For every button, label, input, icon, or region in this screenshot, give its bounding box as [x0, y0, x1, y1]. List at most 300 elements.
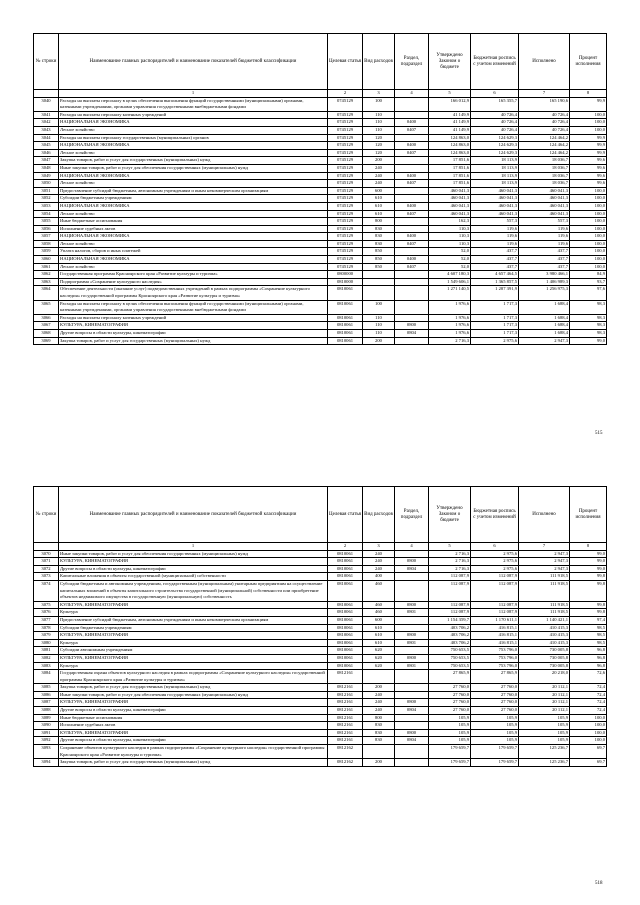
row-number: 3077	[34, 616, 59, 624]
expense-type: 240	[363, 164, 395, 172]
table-row	[34, 263, 607, 271]
row-name: Иные закупки товаров, работ и услуг для обеспечения государственных (муниципальных) нужд	[59, 550, 328, 558]
row-number: 3055	[34, 218, 59, 226]
budget-list-amount: 18 113,9	[471, 164, 519, 172]
budget-list-amount: 124 629,3	[471, 134, 519, 142]
approved-amount: 124 863,0	[429, 142, 471, 150]
target-article: 0810061	[328, 647, 363, 655]
table-row	[34, 601, 607, 609]
table-row	[34, 142, 607, 150]
expense-type	[363, 278, 395, 286]
approved-amount: 124 863,0	[429, 149, 471, 157]
table-row	[34, 187, 607, 195]
table-row	[34, 248, 607, 256]
row-name: Лесное хозяйство	[59, 263, 328, 271]
target-article: 0800000	[328, 271, 363, 279]
expense-type: 240	[363, 550, 395, 558]
section-code: 0804	[395, 737, 429, 745]
execution-percent: 100,0	[570, 119, 607, 127]
table-row	[34, 157, 607, 165]
section-code	[395, 624, 429, 632]
executed-amount: 460 041,3	[519, 195, 570, 203]
page-number: 515	[595, 431, 603, 436]
row-name: НАЦИОНАЛЬНАЯ ЭКОНОМИКА	[59, 119, 328, 127]
target-article: 0810061	[328, 573, 363, 581]
table-row	[34, 300, 607, 314]
expense-type: 610	[363, 624, 395, 632]
row-number: 3056	[34, 225, 59, 233]
table-row	[34, 119, 607, 127]
table-row	[34, 745, 607, 759]
row-number: 3045	[34, 142, 59, 150]
executed-amount: 2 947,3	[519, 565, 570, 573]
col-index: 6	[471, 90, 519, 98]
table-row	[34, 729, 607, 737]
expense-type	[363, 271, 395, 279]
target-article: 0745129	[328, 225, 363, 233]
table-row	[34, 233, 607, 241]
expense-type	[363, 670, 395, 684]
approved-amount: 460 041,3	[429, 195, 471, 203]
row-number: 3053	[34, 202, 59, 210]
executed-amount: 20 218,0	[519, 670, 570, 684]
table-row	[34, 565, 607, 573]
section-code: 0400	[395, 202, 429, 210]
target-article: 0745129	[328, 256, 363, 264]
row-number: 3075	[34, 601, 59, 609]
expense-type: 460	[363, 601, 395, 609]
executed-amount: 3 980 466,1	[519, 271, 570, 279]
row-number: 3073	[34, 573, 59, 581]
executed-amount: 2 947,3	[519, 550, 570, 558]
row-name: Лесное хозяйство	[59, 180, 328, 188]
table-row	[34, 722, 607, 730]
target-article: 0745129	[328, 248, 363, 256]
row-number: 3044	[34, 134, 59, 142]
row-number: 3093	[34, 745, 59, 759]
col-index: 4	[395, 543, 429, 551]
execution-percent: 99,0	[570, 565, 607, 573]
section-code	[395, 248, 429, 256]
col-header-exptype: Вид расходов	[363, 487, 395, 543]
column-index-row	[34, 90, 607, 98]
table-row	[34, 164, 607, 172]
execution-percent: 96,8	[570, 647, 607, 655]
executed-amount: 105,9	[519, 714, 570, 722]
target-article: 0745129	[328, 119, 363, 127]
table-row	[34, 314, 607, 322]
target-article: 0810061	[328, 565, 363, 573]
executed-amount: 119,6	[519, 225, 570, 233]
expense-type: 100	[363, 300, 395, 314]
table-row	[34, 654, 607, 662]
section-code	[395, 670, 429, 684]
row-name: Расходы на выплаты персоналу казенных учреждений	[59, 314, 328, 322]
section-code	[395, 271, 429, 279]
row-name: КУЛЬТУРА, КИНЕМАТОГРАФИЯ	[59, 729, 328, 737]
section-code	[395, 745, 429, 759]
expense-type: 850	[363, 248, 395, 256]
target-article: 0812161	[328, 670, 363, 684]
target-article: 0812161	[328, 691, 363, 699]
approved-amount: 1 976,6	[429, 300, 471, 314]
budget-list-amount: 4 657 464,5	[471, 271, 519, 279]
execution-percent: 97,6	[570, 286, 607, 300]
row-number: 3091	[34, 729, 59, 737]
section-code	[395, 647, 429, 655]
section-code	[395, 157, 429, 165]
execution-percent: 99,9	[570, 134, 607, 142]
execution-percent: 98,5	[570, 639, 607, 647]
section-code: 0800	[395, 632, 429, 640]
budget-list-amount: 179 659,7	[471, 759, 519, 767]
approved-amount: 105,9	[429, 714, 471, 722]
col-index: 7	[519, 543, 570, 551]
target-article: 0810061	[328, 632, 363, 640]
col-header-approved: Утверждено Законом о бюджете	[429, 487, 471, 543]
budget-list-amount: 1 365 857,5	[471, 278, 519, 286]
section-code: 0407	[395, 240, 429, 248]
col-header-section: Раздел, подраздел	[395, 34, 429, 90]
row-number: 3085	[34, 684, 59, 692]
col-index: 8	[570, 543, 607, 551]
executed-amount: 124 464,2	[519, 142, 570, 150]
table-row	[34, 616, 607, 624]
execution-percent: 100,0	[570, 187, 607, 195]
col-header-approved: Утверждено Законом о бюджете	[429, 34, 471, 90]
row-name: Расходы на выплаты персоналу государственных (муниципальных) органов	[59, 134, 328, 142]
section-code	[395, 97, 429, 111]
approved-amount: 105,9	[429, 722, 471, 730]
target-article: 0745129	[328, 111, 363, 119]
executed-amount: 460 041,3	[519, 187, 570, 195]
table-row	[34, 278, 607, 286]
executed-amount: 557,3	[519, 218, 570, 226]
budget-list-amount: 112 087,9	[471, 601, 519, 609]
col-header-percent: Процент исполнения	[570, 34, 607, 90]
execution-percent: 98,3	[570, 330, 607, 338]
approved-amount: 166 012,9	[429, 97, 471, 111]
expense-type: 610	[363, 195, 395, 203]
budget-list-amount: 1 287 391,9	[471, 286, 519, 300]
execution-percent: 100,0	[570, 737, 607, 745]
execution-percent: 97,4	[570, 616, 607, 624]
approved-amount: 750 653,5	[429, 654, 471, 662]
expense-type: 200	[363, 684, 395, 692]
approved-amount: 27 760,0	[429, 699, 471, 707]
row-number: 3054	[34, 210, 59, 218]
executed-amount: 105,9	[519, 722, 570, 730]
row-number: 3063	[34, 278, 59, 286]
expense-type: 800	[363, 218, 395, 226]
target-article: 0745129	[328, 142, 363, 150]
row-name: Лесное хозяйство	[59, 240, 328, 248]
target-article: 0810061	[328, 639, 363, 647]
row-number: 3076	[34, 609, 59, 617]
executed-amount: 410 415,3	[519, 624, 570, 632]
execution-percent: 99,8	[570, 573, 607, 581]
col-header-name: Наименование главных распорядителей и наименование показателей бюджетной классификации	[59, 487, 328, 543]
col-index: 7	[519, 90, 570, 98]
col-header-no: № строки	[34, 34, 59, 90]
approved-amount: 179 659,7	[429, 759, 471, 767]
target-article: 0810061	[328, 300, 363, 314]
execution-percent: 99,8	[570, 580, 607, 601]
expense-type: 240	[363, 558, 395, 566]
execution-percent: 98,3	[570, 300, 607, 314]
budget-list-amount: 460 041,3	[471, 187, 519, 195]
executed-amount: 40 726,4	[519, 119, 570, 127]
row-name: Другие вопросы в области культуры, кинематографии	[59, 330, 328, 338]
col-index: 4	[395, 90, 429, 98]
approved-amount: 105,9	[429, 729, 471, 737]
col-index: 2	[328, 543, 363, 551]
execution-percent: 100,0	[570, 126, 607, 134]
approved-amount: 2 716,3	[429, 550, 471, 558]
table-row	[34, 134, 607, 142]
execution-percent: 96,8	[570, 654, 607, 662]
section-code: 0804	[395, 565, 429, 573]
executed-amount: 2 947,3	[519, 558, 570, 566]
budget-list-amount: 460 041,3	[471, 210, 519, 218]
section-code	[395, 722, 429, 730]
table-row	[34, 624, 607, 632]
row-name: Субсидии бюджетным учреждениям	[59, 624, 328, 632]
row-number: 3068	[34, 330, 59, 338]
row-number: 3087	[34, 699, 59, 707]
target-article: 0745129	[328, 195, 363, 203]
section-code	[395, 111, 429, 119]
section-code: 0804	[395, 330, 429, 338]
execution-percent: 99,8	[570, 609, 607, 617]
row-name: Другие вопросы в области культуры, кинематографии	[59, 707, 328, 715]
approved-amount: 2 716,3	[429, 337, 471, 345]
target-article: 0812161	[328, 699, 363, 707]
row-name: Исполнение судебных актов	[59, 225, 328, 233]
approved-amount: 124 863,0	[429, 134, 471, 142]
executed-amount: 410 415,3	[519, 639, 570, 647]
row-name: Субсидии бюджетным учреждениям	[59, 195, 328, 203]
section-code	[395, 300, 429, 314]
executed-amount: 1 688,4	[519, 300, 570, 314]
target-article: 0745129	[328, 180, 363, 188]
expense-type: 830	[363, 722, 395, 730]
row-number: 3081	[34, 647, 59, 655]
target-article: 0810061	[328, 580, 363, 601]
approved-amount: 112 087,9	[429, 601, 471, 609]
expense-type: 610	[363, 202, 395, 210]
row-name: Иные бюджетные ассигнования	[59, 714, 328, 722]
section-code: 0800	[395, 729, 429, 737]
row-name: НАЦИОНАЛЬНАЯ ЭКОНОМИКА	[59, 256, 328, 264]
execution-percent: 99,0	[570, 558, 607, 566]
section-code	[395, 759, 429, 767]
row-name: Закупка товаров, работ и услуг для государственных (муниципальных) нужд	[59, 157, 328, 165]
execution-percent: 100,0	[570, 256, 607, 264]
row-name: Субсидии бюджетным и автономным учреждениям, государственным (муниципальным) унитарным предприятиям на осуществление капитальных вложений в объекты капитального строительства государственной (муниципальной) собственности или приобретение объектов недвижимого имущества в государственную (муниципальную) собственность	[59, 580, 328, 601]
execution-percent: 98,3	[570, 314, 607, 322]
section-code: 0800	[395, 699, 429, 707]
execution-percent: 72,4	[570, 684, 607, 692]
execution-percent: 100,0	[570, 729, 607, 737]
row-number: 3042	[34, 119, 59, 127]
approved-amount: 403 706,2	[429, 632, 471, 640]
table-row	[34, 580, 607, 601]
table-row	[34, 286, 607, 300]
section-code: 0801	[395, 609, 429, 617]
row-name: Расходы на выплаты персоналу в целях обеспечения выполнения функций государственными (муниципальными) органами, казенными учреждениями, органами управления государственными внебюджетными фондами	[59, 97, 328, 111]
col-header-budgetlist: Бюджетная роспись с учетом изменений	[471, 487, 519, 543]
table-row	[34, 609, 607, 617]
section-code: 0400	[395, 256, 429, 264]
budget-list-amount: 2 975,6	[471, 558, 519, 566]
budget-list-amount: 2 975,6	[471, 565, 519, 573]
section-code: 0407	[395, 149, 429, 157]
target-article: 0812161	[328, 722, 363, 730]
approved-amount: 1 271 140,5	[429, 286, 471, 300]
table-row	[34, 684, 607, 692]
table-row	[34, 558, 607, 566]
execution-percent: 100,0	[570, 240, 607, 248]
row-number: 3074	[34, 580, 59, 601]
section-code	[395, 337, 429, 345]
target-article: 0745129	[328, 149, 363, 157]
row-number: 3083	[34, 662, 59, 670]
col-index: 3	[363, 543, 395, 551]
approved-amount: 1 976,6	[429, 322, 471, 330]
executed-amount: 1 406 989,3	[519, 278, 570, 286]
row-name: Сохранение объектов культурного наследия в рамках подпрограммы «Сохранение культурного наследия» государственной программы Красноярского края «Развитие культуры и туризма»	[59, 745, 328, 759]
budget-list-amount: 2 975,6	[471, 337, 519, 345]
budget-list-amount: 27 760,0	[471, 691, 519, 699]
budget-list-amount: 1 717,3	[471, 330, 519, 338]
table-body-page-1	[34, 97, 607, 345]
target-article: 0745129	[328, 210, 363, 218]
target-article: 0745129	[328, 240, 363, 248]
approved-amount: 112 087,9	[429, 580, 471, 601]
section-code	[395, 225, 429, 233]
executed-amount: 18 036,7	[519, 164, 570, 172]
row-number: 3065	[34, 300, 59, 314]
table-row	[34, 97, 607, 111]
execution-percent: 99,9	[570, 149, 607, 157]
section-code	[395, 164, 429, 172]
approved-amount: 41 149,9	[429, 119, 471, 127]
target-article: 0810061	[328, 337, 363, 345]
col-index	[34, 90, 59, 98]
row-name: КУЛЬТУРА, КИНЕМАТОГРАФИЯ	[59, 322, 328, 330]
col-index: 5	[429, 90, 471, 98]
section-code: 0801	[395, 662, 429, 670]
target-article: 0745129	[328, 157, 363, 165]
execution-percent: 99,6	[570, 157, 607, 165]
approved-amount: 750 653,5	[429, 662, 471, 670]
approved-amount: 52,0	[429, 263, 471, 271]
executed-amount: 410 415,3	[519, 632, 570, 640]
row-name: КУЛЬТУРА, КИНЕМАТОГРАФИЯ	[59, 558, 328, 566]
approved-amount: 17 851,6	[429, 164, 471, 172]
expense-type: 240	[363, 180, 395, 188]
executed-amount: 125 236,7	[519, 759, 570, 767]
executed-amount: 460 041,3	[519, 210, 570, 218]
section-code	[395, 218, 429, 226]
budget-list-amount: 460 041,3	[471, 195, 519, 203]
header-row	[34, 34, 607, 90]
table-row	[34, 202, 607, 210]
row-name: Лесное хозяйство	[59, 210, 328, 218]
expense-type: 110	[363, 330, 395, 338]
table-row	[34, 240, 607, 248]
budget-list-amount: 460 041,3	[471, 202, 519, 210]
approved-amount: 110,3	[429, 225, 471, 233]
expense-type: 830	[363, 225, 395, 233]
row-name: Другие вопросы в области культуры, кинематографии	[59, 565, 328, 573]
section-code	[395, 195, 429, 203]
expense-type: 400	[363, 573, 395, 581]
row-name: Культура	[59, 609, 328, 617]
row-name: Лесное хозяйство	[59, 149, 328, 157]
section-code	[395, 691, 429, 699]
executed-amount: 730 005,8	[519, 647, 570, 655]
target-article: 0745129	[328, 218, 363, 226]
approved-amount: 2 716,3	[429, 565, 471, 573]
approved-amount: 1 976,6	[429, 314, 471, 322]
row-number: 3057	[34, 233, 59, 241]
section-code: 0804	[395, 707, 429, 715]
expense-type: 240	[363, 707, 395, 715]
row-name: Расходы на выплаты персоналу в целях обеспечения выполнения функций государственными (муниципальными) органами, казенными учреждениями, органами управления государственными внебюджетными фондами	[59, 300, 328, 314]
section-code: 0407	[395, 210, 429, 218]
col-header-section: Раздел, подраздел	[395, 487, 429, 543]
execution-percent: 100,0	[570, 225, 607, 233]
target-article: 0810061	[328, 286, 363, 300]
row-name: Предоставление субсидий бюджетным, автономным учреждениям и иным некоммерческим организациям	[59, 187, 328, 195]
budget-list-amount: 124 629,3	[471, 142, 519, 150]
expense-type: 610	[363, 632, 395, 640]
expense-type: 200	[363, 337, 395, 345]
target-article: 0810061	[328, 322, 363, 330]
row-number: 3090	[34, 722, 59, 730]
table-row	[34, 172, 607, 180]
expense-type: 800	[363, 714, 395, 722]
row-name: КУЛЬТУРА, КИНЕМАТОГРАФИЯ	[59, 699, 328, 707]
budget-list-amount: 18 113,9	[471, 157, 519, 165]
executed-amount: 119,6	[519, 233, 570, 241]
col-index: 3	[363, 90, 395, 98]
expense-type: 610	[363, 639, 395, 647]
approved-amount: 110,3	[429, 233, 471, 241]
section-code: 0400	[395, 142, 429, 150]
execution-percent: 99,6	[570, 164, 607, 172]
table-row	[34, 632, 607, 640]
expense-type: 830	[363, 240, 395, 248]
expense-type: 850	[363, 256, 395, 264]
target-article: 0745129	[328, 126, 363, 134]
expense-type: 120	[363, 142, 395, 150]
table-row	[34, 337, 607, 345]
expense-type: 620	[363, 647, 395, 655]
budget-list-amount: 105,9	[471, 729, 519, 737]
approved-amount: 112 087,9	[429, 609, 471, 617]
budget-list-amount: 27 760,0	[471, 684, 519, 692]
execution-percent: 99,9	[570, 142, 607, 150]
budget-list-amount: 112 087,9	[471, 609, 519, 617]
row-name: Капитальные вложения в объекты государственной (муниципальной) собственности	[59, 573, 328, 581]
row-number: 3092	[34, 737, 59, 745]
target-article: 0812161	[328, 707, 363, 715]
execution-percent: 100,0	[570, 233, 607, 241]
execution-percent: 100,0	[570, 248, 607, 256]
